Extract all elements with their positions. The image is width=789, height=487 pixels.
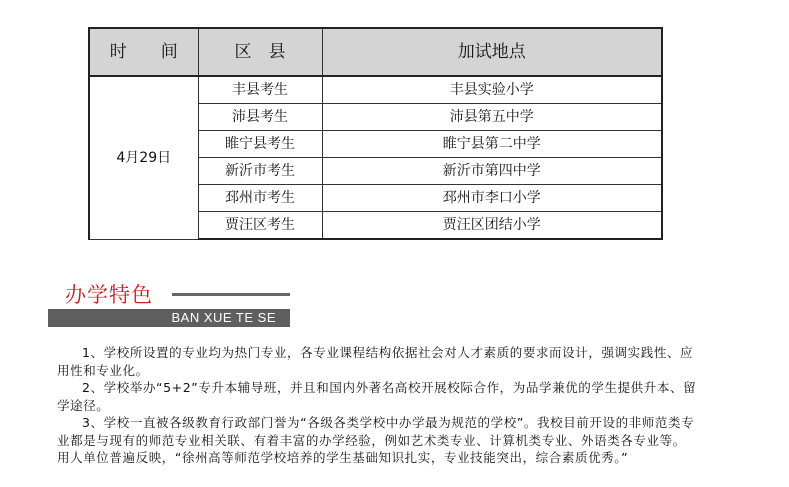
date-cell: 4月29日 bbox=[89, 76, 198, 239]
location-cell: 新沂市第四中学 bbox=[322, 158, 662, 185]
exam-location-table-wrapper bbox=[88, 27, 661, 240]
paragraph: 3、学校一直被各级教育行政部门誉为“各级各类学校中办学最为规范的学校”。我校目前开设的非师范类专业都是与现有的师范专业相关联、有着丰富的办学经验，例如艺术类专业、计算机类专业、外语类各专业等。 用人单位普遍反映，“徐州高等师范学校培养的学生基础知识扎实，专业技能突出，综合素质优秀。” bbox=[57, 415, 695, 465]
paragraph: 2、学校举办“5+2”专升本辅导班，并且和国内外著名高校开展校际合作，为品学兼优的学生提供升本、留学途径。 bbox=[57, 380, 697, 413]
location-cell: 贾汪区团结小学 bbox=[322, 212, 662, 240]
location-cell: 丰县实验小学 bbox=[322, 76, 662, 104]
table-header-row bbox=[89, 28, 662, 76]
county-cell: 睢宁县考生 bbox=[198, 131, 322, 158]
county-cell: 新沂市考生 bbox=[198, 158, 322, 185]
county-cell: 贾汪区考生 bbox=[198, 212, 322, 240]
county-cell: 邳州市考生 bbox=[198, 185, 322, 212]
table-row bbox=[89, 76, 662, 104]
header-time: 时 间 bbox=[89, 28, 198, 76]
location-cell: 睢宁县第二中学 bbox=[322, 131, 662, 158]
title-divider bbox=[172, 293, 290, 296]
header-location: 加试地点 bbox=[322, 28, 662, 76]
header-county: 区 县 bbox=[198, 28, 322, 76]
county-cell: 丰县考生 bbox=[198, 76, 322, 104]
location-cell: 邳州市李口小学 bbox=[322, 185, 662, 212]
section-title: 办学特色 bbox=[65, 283, 153, 307]
paragraph: 1、学校所设置的专业均为热门专业，各专业课程结构依据社会对人才素质的要求而设计，强调实践性、应用性和专业化。 bbox=[57, 345, 694, 378]
section-body bbox=[57, 344, 697, 467]
section-subtitle-banner: BAN XUE TE SE bbox=[48, 309, 290, 327]
location-cell: 沛县第五中学 bbox=[322, 104, 662, 131]
county-cell: 沛县考生 bbox=[198, 104, 322, 131]
exam-location-table bbox=[88, 27, 663, 240]
